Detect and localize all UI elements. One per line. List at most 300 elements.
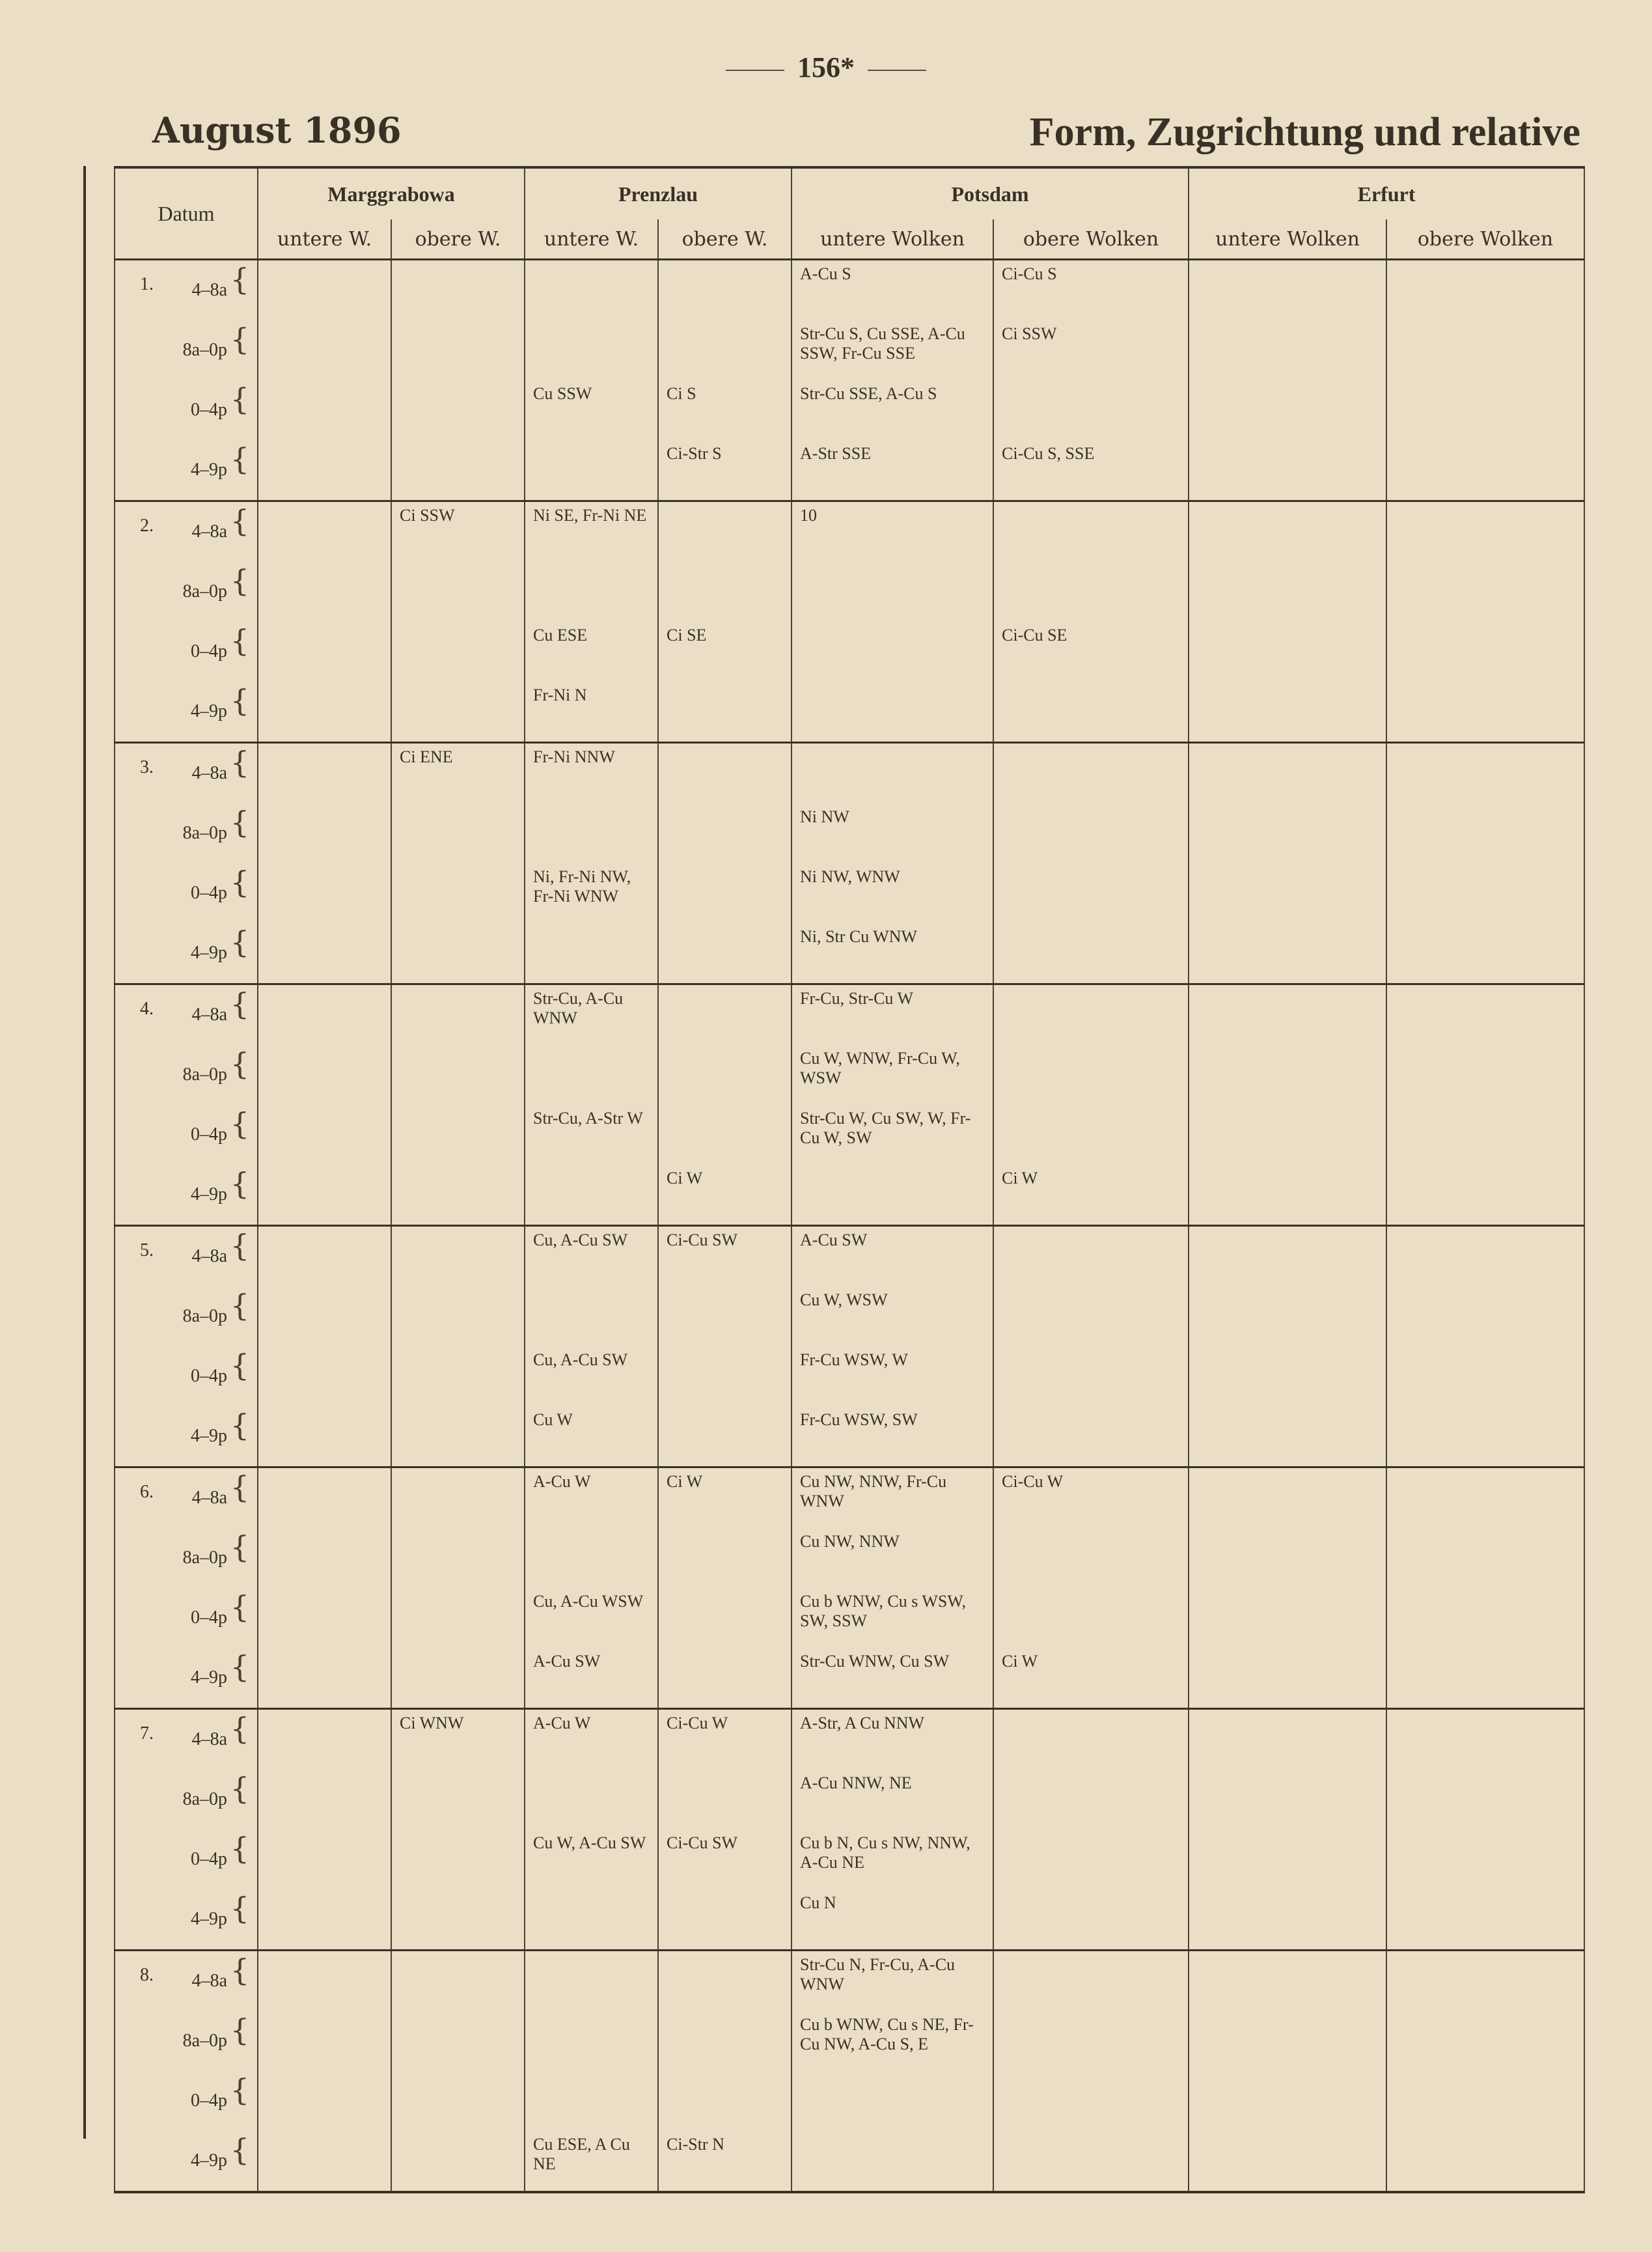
observation-cell (391, 1105, 525, 1165)
date-time-cell (115, 1346, 258, 1406)
time-interval: 8a–0p (182, 581, 227, 602)
observation-cell (993, 1045, 1189, 1105)
observation-cell (1386, 863, 1584, 923)
left-margin-rule (83, 166, 86, 2139)
time-interval: 8a–0p (182, 1306, 227, 1326)
observation-cell (1386, 1286, 1584, 1346)
observation-cell (391, 1165, 525, 1226)
date-time-cell (115, 1951, 258, 2012)
time-interval: 4–9p (191, 701, 227, 721)
observation-cell (658, 863, 792, 923)
observation-cell (658, 2011, 792, 2071)
observation-cell (258, 380, 391, 440)
observation-cell (993, 1889, 1189, 1951)
observation-cell (391, 562, 525, 622)
observation-cell (658, 803, 792, 863)
observation-cell (258, 743, 391, 804)
observation-cell (1189, 1165, 1386, 1226)
date-time-cell (115, 863, 258, 923)
observation-cell (1189, 1286, 1386, 1346)
table-row (115, 1467, 1584, 1529)
observation-cell (258, 1467, 391, 1529)
date-time-cell (115, 1165, 258, 1226)
observation-cell: Ci-Str S (658, 440, 792, 501)
observation-cell (993, 562, 1189, 622)
observation-cell (525, 440, 658, 501)
header-station-erfurt: Erfurt (1189, 167, 1584, 219)
header-lower-clouds: untere Wolken (1189, 219, 1386, 260)
observation-cell (258, 923, 391, 984)
observation-cell: Cu W, WSW (792, 1286, 993, 1346)
observation-cell (1189, 622, 1386, 682)
observation-cell (1189, 1528, 1386, 1588)
time-interval: 4–9p (191, 1426, 227, 1446)
table-row (115, 1346, 1584, 1406)
date-time-cell (115, 1709, 258, 1770)
observation-cell (1386, 1467, 1584, 1529)
header-lower-clouds: untere W. (525, 219, 658, 260)
observation-cell (1386, 1105, 1584, 1165)
observation-cell (525, 1045, 658, 1105)
table-body (115, 260, 1584, 2193)
observation-cell (1386, 803, 1584, 863)
table-row (115, 1829, 1584, 1889)
time-interval: 4–9p (191, 943, 227, 963)
observation-cell (993, 1226, 1189, 1287)
observation-cell (1189, 2131, 1386, 2192)
observation-cell (993, 1406, 1189, 1467)
observation-cell: Ni, Str Cu WNW (792, 923, 993, 984)
observation-cell: A-Cu SW (792, 1226, 993, 1287)
time-interval: 0–4p (191, 883, 227, 903)
observation-cell (258, 1105, 391, 1165)
table-row (115, 803, 1584, 863)
observation-cell (1189, 320, 1386, 380)
month-heading: August 1896 (152, 109, 402, 151)
observation-cell (1386, 1045, 1584, 1105)
table-row (115, 1588, 1584, 1648)
observation-cell (993, 1105, 1189, 1165)
table-row (115, 923, 1584, 984)
observation-cell (658, 562, 792, 622)
observation-cell (658, 1770, 792, 1829)
observation-cell (1386, 1709, 1584, 1770)
observation-cell (993, 1709, 1189, 1770)
observation-cell: Ci-Cu W (993, 1467, 1189, 1529)
observation-cell: Cu W, A-Cu SW (525, 1829, 658, 1889)
time-interval: 8a–0p (182, 1789, 227, 1809)
observation-cell (1189, 1770, 1386, 1829)
observation-cell (391, 1648, 525, 1709)
date-time-cell (115, 743, 258, 804)
page-title: Form, Zugrichtung und relative (1029, 110, 1580, 154)
observation-cell: Cu, A-Cu WSW (525, 1588, 658, 1648)
observation-cell (658, 501, 792, 563)
observation-cell (993, 2131, 1189, 2192)
observation-cell (525, 1889, 658, 1951)
observation-cell (391, 1770, 525, 1829)
observation-cell (1189, 984, 1386, 1046)
observation-cell (1386, 622, 1584, 682)
observation-cell (525, 320, 658, 380)
observation-cell (391, 1346, 525, 1406)
table-row (115, 440, 1584, 501)
observation-cell (525, 1286, 658, 1346)
observation-cell (391, 1528, 525, 1588)
observation-cell: A-Cu SW (525, 1648, 658, 1709)
observation-cell (1386, 260, 1584, 321)
date-time-cell (115, 1588, 258, 1648)
observation-cell: Str-Cu WNW, Cu SW (792, 1648, 993, 1709)
observation-cell (658, 1105, 792, 1165)
time-interval: 4–8a (191, 1246, 227, 1266)
observation-cell (1386, 1951, 1584, 2012)
observation-cell: Ci-Str N (658, 2131, 792, 2192)
observation-cell (258, 1951, 391, 2012)
time-interval: 0–4p (191, 400, 227, 420)
observation-cell (1189, 501, 1386, 563)
observation-cell (1386, 380, 1584, 440)
table-row (115, 1226, 1584, 1287)
table-row (115, 260, 1584, 321)
observation-cell (391, 863, 525, 923)
observation-cell (258, 562, 391, 622)
observation-cell (1189, 1951, 1386, 2012)
observation-cell: Ci-Cu SW (658, 1226, 792, 1287)
date-time-cell (115, 2071, 258, 2131)
observation-cell: Cu NW, NNW, Fr-Cu WNW (792, 1467, 993, 1529)
observation-cell: A-Str SSE (792, 440, 993, 501)
table-row (115, 622, 1584, 682)
observation-cell (258, 1889, 391, 1951)
observation-cell (258, 501, 391, 563)
observation-cell: Cu ESE, A Cu NE (525, 2131, 658, 2192)
observation-cell: Cu SSW (525, 380, 658, 440)
observation-cell (391, 923, 525, 984)
date-time-cell (115, 1045, 258, 1105)
day-number: 1. (140, 274, 154, 294)
observation-cell (391, 2071, 525, 2131)
table-row (115, 743, 1584, 804)
time-interval: 4–8a (191, 521, 227, 542)
observation-cell (258, 1528, 391, 1588)
table-row (115, 1709, 1584, 1770)
observation-cell (391, 1226, 525, 1287)
observation-cell: Ci ENE (391, 743, 525, 804)
page-number: 156* (0, 51, 1652, 84)
observation-cell (1189, 1829, 1386, 1889)
observation-cell (792, 1165, 993, 1226)
observation-cell: Fr-Ni N (525, 682, 658, 743)
observation-cell (1386, 562, 1584, 622)
table-row (115, 1528, 1584, 1588)
observation-cell: Ni, Fr-Ni NW, Fr-Ni WNW (525, 863, 658, 923)
observation-cell (993, 2071, 1189, 2131)
observation-cell: Ci WNW (391, 1709, 525, 1770)
observation-cell: A-Str, A Cu NNW (792, 1709, 993, 1770)
observation-cell (258, 1709, 391, 1770)
table-row (115, 320, 1584, 380)
date-time-cell (115, 320, 258, 380)
observation-cell (1189, 1648, 1386, 1709)
observation-cell: Ci-Cu S (993, 260, 1189, 321)
day-number: 4. (140, 999, 154, 1019)
observation-cell (258, 803, 391, 863)
day-number: 2. (140, 516, 154, 536)
time-interval: 4–9p (191, 460, 227, 480)
observation-cell: Ni NW, WNW (792, 863, 993, 923)
observation-cell: Cu ESE (525, 622, 658, 682)
time-interval: 4–8a (191, 280, 227, 300)
table-row (115, 2011, 1584, 2071)
observation-cell (1189, 923, 1386, 984)
observation-cell (258, 1226, 391, 1287)
table-row (115, 682, 1584, 743)
observation-cell (658, 1951, 792, 2012)
observation-cell (391, 380, 525, 440)
observation-cell: Str-Cu, A-Str W (525, 1105, 658, 1165)
day-number: 7. (140, 1723, 154, 1744)
observation-cell: Ni SE, Fr-Ni NE (525, 501, 658, 563)
observation-cell (658, 1406, 792, 1467)
time-interval: 0–4p (191, 1607, 227, 1628)
header-station-potsdam: Potsdam (792, 167, 1189, 219)
time-interval: 4–8a (191, 1005, 227, 1025)
time-interval: 4–9p (191, 1667, 227, 1688)
observation-cell (792, 562, 993, 622)
date-time-cell (115, 440, 258, 501)
observation-cell (1386, 984, 1584, 1046)
observation-cell: Ci-Cu SE (993, 622, 1189, 682)
observation-cell: 10 (792, 501, 993, 563)
observation-cell (792, 622, 993, 682)
observation-cell (1386, 743, 1584, 804)
observation-cell (993, 1770, 1189, 1829)
table-row (115, 1648, 1584, 1709)
observation-cell (993, 1951, 1189, 2012)
observation-cell (391, 2131, 525, 2192)
observation-cell (525, 260, 658, 321)
day-number: 3. (140, 757, 154, 777)
observation-cell (1386, 1226, 1584, 1287)
observation-cell (658, 984, 792, 1046)
date-time-cell (115, 1829, 258, 1889)
observation-cell (1189, 1889, 1386, 1951)
observation-cell (525, 562, 658, 622)
observation-cell: Ci W (658, 1165, 792, 1226)
day-number: 6. (140, 1482, 154, 1502)
table-row (115, 1770, 1584, 1829)
table-row (115, 1406, 1584, 1467)
observation-cell (993, 803, 1189, 863)
observation-cell (1386, 923, 1584, 984)
observation-cell (1386, 1165, 1584, 1226)
observation-cell (658, 1528, 792, 1588)
observation-cell: Ci W (993, 1165, 1189, 1226)
observation-cell (993, 2011, 1189, 2071)
date-time-cell (115, 380, 258, 440)
date-time-cell (115, 501, 258, 563)
observation-cell (525, 2011, 658, 2071)
time-interval: 4–9p (191, 1184, 227, 1204)
observation-cell (993, 1346, 1189, 1406)
observation-cell (1189, 1588, 1386, 1648)
observation-cell (993, 501, 1189, 563)
observation-cell (993, 1528, 1189, 1588)
observation-cell (525, 923, 658, 984)
observation-cell (1386, 501, 1584, 563)
observation-cell (1386, 1528, 1584, 1588)
observation-cell: Cu, A-Cu SW (525, 1226, 658, 1287)
observation-table-wrapper (114, 166, 1584, 2173)
observation-cell: Str-Cu, A-Cu WNW (525, 984, 658, 1046)
date-time-cell (115, 1467, 258, 1529)
observation-cell: Cu, A-Cu SW (525, 1346, 658, 1406)
observation-cell: A-Cu W (525, 1709, 658, 1770)
header-lower-clouds: untere Wolken (792, 219, 993, 260)
observation-cell (258, 863, 391, 923)
table-row (115, 1286, 1584, 1346)
observation-cell (258, 2131, 391, 2192)
observation-cell: Ci-Cu W (658, 1709, 792, 1770)
date-time-cell (115, 1226, 258, 1287)
observation-cell (258, 2011, 391, 2071)
date-time-cell (115, 803, 258, 863)
observation-cell: Cu W, WNW, Fr-Cu W, WSW (792, 1045, 993, 1105)
observation-cell (525, 2071, 658, 2131)
observation-cell (658, 320, 792, 380)
date-time-cell (115, 260, 258, 321)
observation-cell (658, 260, 792, 321)
observation-cell: Cu W (525, 1406, 658, 1467)
observation-cell (391, 320, 525, 380)
time-interval: 4–8a (191, 1729, 227, 1749)
observation-cell (258, 682, 391, 743)
observation-cell (1189, 1467, 1386, 1529)
observation-cell: Cu NW, NNW (792, 1528, 993, 1588)
observation-cell (391, 1045, 525, 1105)
observation-cell (258, 1588, 391, 1648)
time-interval: 4–8a (191, 1488, 227, 1508)
observation-cell: Cu N (792, 1889, 993, 1951)
time-interval: 0–4p (191, 1366, 227, 1386)
observation-cell (1189, 440, 1386, 501)
observation-cell: Ci SSW (993, 320, 1189, 380)
time-interval: 0–4p (191, 1124, 227, 1145)
observation-cell (258, 260, 391, 321)
observation-cell (993, 984, 1189, 1046)
observation-cell (258, 622, 391, 682)
time-interval: 8a–0p (182, 340, 227, 360)
header-station-prenzlau: Prenzlau (525, 167, 792, 219)
table-row (115, 1889, 1584, 1951)
time-interval: 4–8a (191, 763, 227, 783)
table-row (115, 863, 1584, 923)
observation-cell (1189, 562, 1386, 622)
header-lower-clouds: untere W. (258, 219, 391, 260)
observation-cell: A-Cu W (525, 1467, 658, 1529)
observation-cell (993, 923, 1189, 984)
date-time-cell (115, 2011, 258, 2071)
observation-cell: Cu b N, Cu s NW, NNW, A-Cu NE (792, 1829, 993, 1889)
table-row (115, 2131, 1584, 2192)
observation-cell (258, 1829, 391, 1889)
day-number: 8. (140, 1965, 154, 1985)
table-row (115, 984, 1584, 1046)
table-row (115, 501, 1584, 563)
observation-cell (993, 1829, 1189, 1889)
header-upper-clouds: obere Wolken (1386, 219, 1584, 260)
observation-cell (658, 682, 792, 743)
observation-cell (258, 1346, 391, 1406)
observation-cell: Cu b WNW, Cu s NE, Fr-Cu NW, A-Cu S, E (792, 2011, 993, 2071)
table-row (115, 1105, 1584, 1165)
observation-cell (1386, 1770, 1584, 1829)
observation-cell (391, 803, 525, 863)
date-time-cell (115, 562, 258, 622)
time-interval: 8a–0p (182, 2031, 227, 2051)
observation-cell: Fr-Cu WSW, W (792, 1346, 993, 1406)
observation-cell (1189, 1709, 1386, 1770)
observation-cell (792, 2131, 993, 2192)
observation-cell (391, 1829, 525, 1889)
observation-cell (792, 682, 993, 743)
observation-cell (1189, 682, 1386, 743)
observation-cell: Ci S (658, 380, 792, 440)
observation-cell: Fr-Ni NNW (525, 743, 658, 804)
observation-cell: Ci-Cu S, SSE (993, 440, 1189, 501)
time-interval: 4–8a (191, 1971, 227, 1991)
time-interval: 0–4p (191, 1849, 227, 1869)
observation-cell: Fr-Cu WSW, SW (792, 1406, 993, 1467)
observation-cell: Ci SSW (391, 501, 525, 563)
date-time-cell (115, 1105, 258, 1165)
header-datum: Datum (115, 167, 258, 260)
observation-cell (1189, 380, 1386, 440)
observation-cell: Fr-Cu, Str-Cu W (792, 984, 993, 1046)
table-row (115, 1951, 1584, 2012)
table-row (115, 562, 1584, 622)
observation-cell (258, 2071, 391, 2131)
observation-cell (525, 1528, 658, 1588)
observation-cell (658, 1045, 792, 1105)
time-interval: 4–9p (191, 2150, 227, 2171)
observation-cell (1386, 1829, 1584, 1889)
observation-cell (1189, 1406, 1386, 1467)
observation-cell (258, 440, 391, 501)
observation-cell (525, 1951, 658, 2012)
observation-cell (258, 984, 391, 1046)
time-interval: 4–9p (191, 1909, 227, 1929)
date-time-cell (115, 2131, 258, 2192)
header-upper-clouds: obere W. (658, 219, 792, 260)
table-row (115, 2071, 1584, 2131)
observation-cell (391, 2011, 525, 2071)
observation-cell (391, 984, 525, 1046)
observation-cell (1386, 320, 1584, 380)
observation-cell: Cu b WNW, Cu s WSW, SW, SSW (792, 1588, 993, 1648)
observation-cell: Ci SE (658, 622, 792, 682)
observation-cell (658, 2071, 792, 2131)
day-number: 5. (140, 1240, 154, 1260)
observation-cell (792, 743, 993, 804)
date-time-cell (115, 984, 258, 1046)
observation-cell (391, 260, 525, 321)
observation-cell (1386, 1346, 1584, 1406)
observation-cell (525, 803, 658, 863)
observation-cell (658, 1346, 792, 1406)
date-time-cell (115, 923, 258, 984)
